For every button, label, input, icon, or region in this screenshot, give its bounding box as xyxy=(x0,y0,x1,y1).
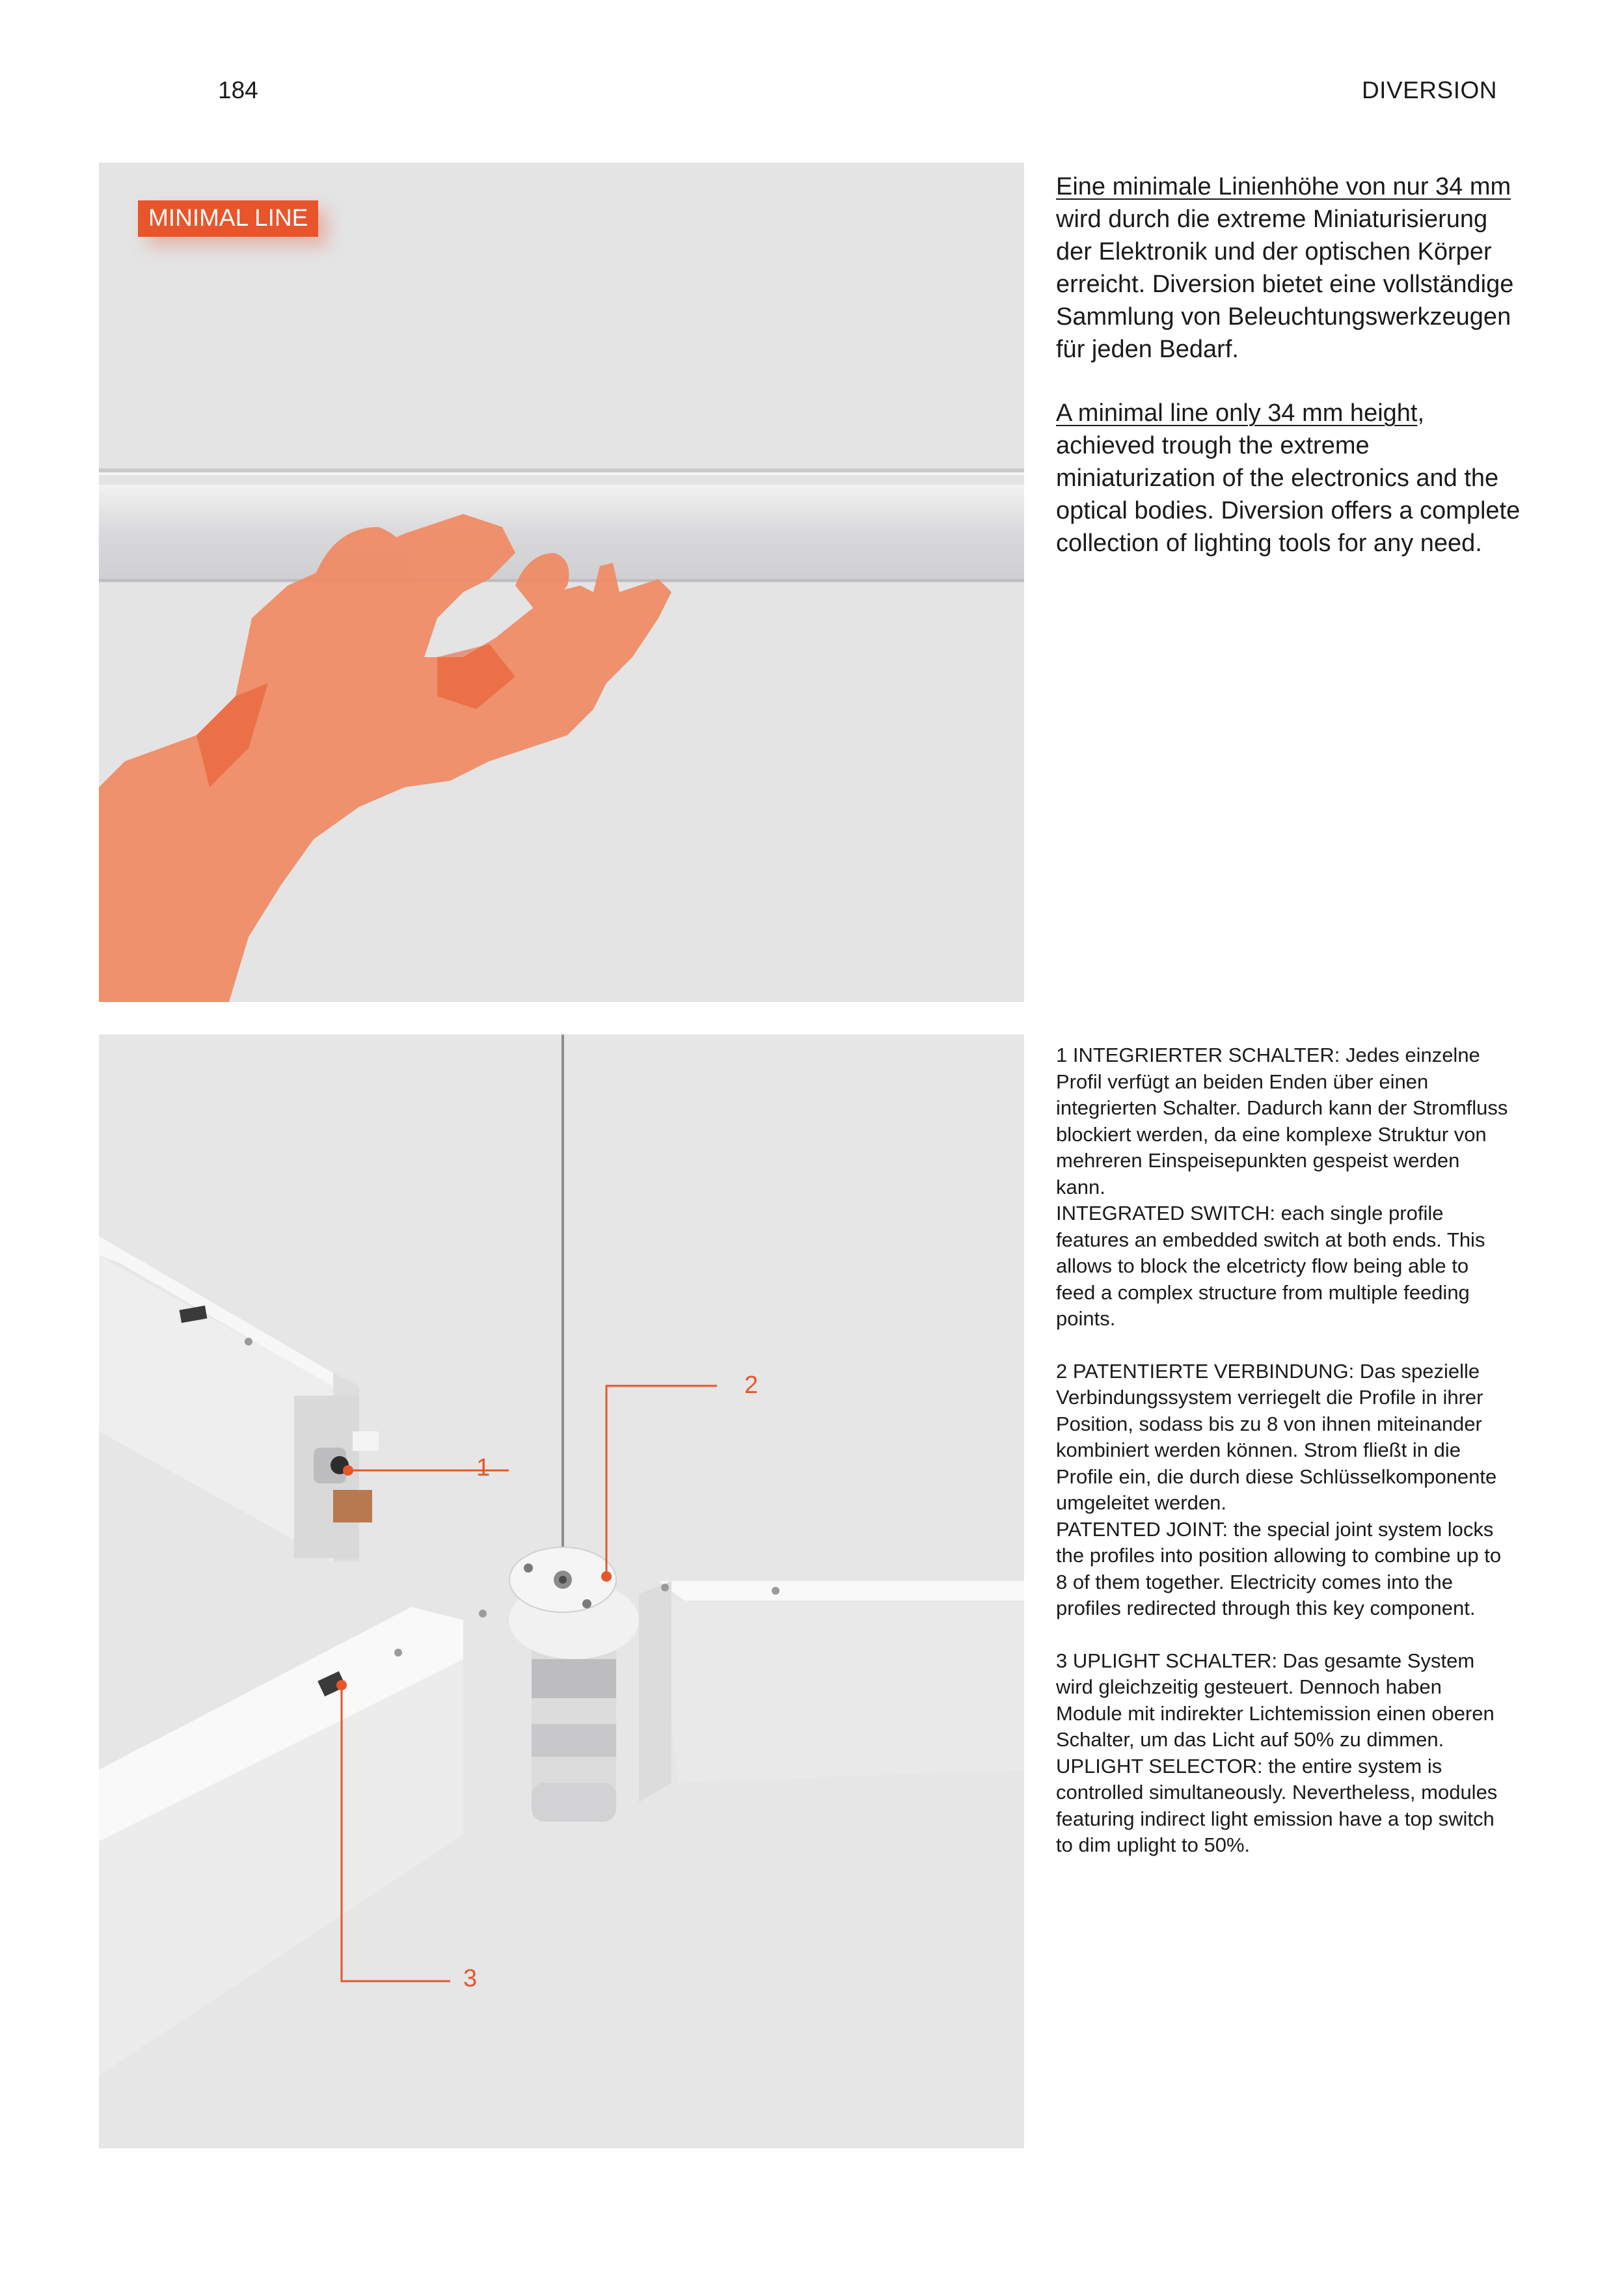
feature-uplight-selector xyxy=(1056,1648,1511,1859)
intro-german xyxy=(1056,170,1524,366)
feature-patented-joint xyxy=(1056,1359,1511,1622)
joint-diagram xyxy=(99,1034,1024,2148)
feature-list xyxy=(1056,1042,1511,1885)
right-profile xyxy=(639,1581,1024,1802)
feature-text-en: INTEGRATED SWITCH: each single profile features an embedded switch at both ends. This allows to block the elcetricty flow being able to feed a complex structure from multiple feeding points. xyxy=(1056,1202,1485,1330)
feature-text-de: 2 PATENTIERTE VERBINDUNG: Das spezielle Verbindungssystem verriegelt die Profile in ihrer Position, sodass bis zu 8 von ihnen miteinander kombiniert werden können. Strom fließt in die Profile ein, die durch diese Schlüsselkomponente umgeleitet werden. xyxy=(1056,1359,1497,1514)
intro-german-emphasis: Eine minimale Linienhöhe von nur 34 mm xyxy=(1056,173,1511,200)
callout-2: 2 xyxy=(744,1372,759,1399)
intro-english-body: , achieved trough the extreme miniaturization of the electronics and the optical bodies. Diversion offers a complete collection of lighting tools for any need. xyxy=(1056,399,1521,557)
hand-illustration xyxy=(99,163,1024,1002)
intro-english-emphasis: A minimal line only 34 mm height xyxy=(1056,399,1418,427)
central-joint xyxy=(509,1547,639,1822)
feature-integrated-switch xyxy=(1056,1042,1511,1332)
feature-text-en: UPLIGHT SELECTOR: the entire system is controlled simultaneously. Nevertheless, modules featuring indirect light emission have a top switch to dim uplight to 50%. xyxy=(1056,1754,1498,1856)
feature-text-de: 3 UPLIGHT SCHALTER: Das gesamte System wird gleichzeitig gesteuert. Dennoch haben Module mit indirekter Lichtemission einen oberen Schalter, um das Licht auf 50% zu dimmen. xyxy=(1056,1649,1495,1751)
switch-connector xyxy=(294,1396,379,1558)
lower-left-profile xyxy=(99,1607,487,2075)
intro-text xyxy=(1056,170,1524,591)
running-head: DIVERSION xyxy=(1361,77,1497,103)
page-number: 184 xyxy=(218,77,258,103)
hand-photo-panel xyxy=(99,163,1024,1002)
intro-english xyxy=(1056,397,1524,560)
intro-german-body: wird durch die extreme Miniaturisierung der Elektronik und der optischen Körper erreicht. Diversion bietet eine vollständige Sammlung von Beleuchtungswerkzeugen für jeden Bedarf. xyxy=(1056,206,1514,363)
minimal-line-badge: MINIMAL LINE xyxy=(138,200,318,237)
callout-3: 3 xyxy=(463,1965,478,1992)
feature-text-de: 1 INTEGRIERTER SCHALTER: Jedes einzelne Profil verfügt an beiden Enden über einen integrierten Schalter. Dadurch kann der Stromfluss blockiert werden, da eine komplexe Struktur von mehreren Einspeisepunkten gespeist werden kann. xyxy=(1056,1044,1508,1198)
callout-1: 1 xyxy=(476,1454,491,1481)
joint-diagram-panel xyxy=(99,1034,1024,2148)
feature-text-en: PATENTED JOINT: the special joint system locks the profiles into position allowing to combine up to 8 of them together. Electricity comes into the profiles redirected through this key component. xyxy=(1056,1517,1502,1619)
